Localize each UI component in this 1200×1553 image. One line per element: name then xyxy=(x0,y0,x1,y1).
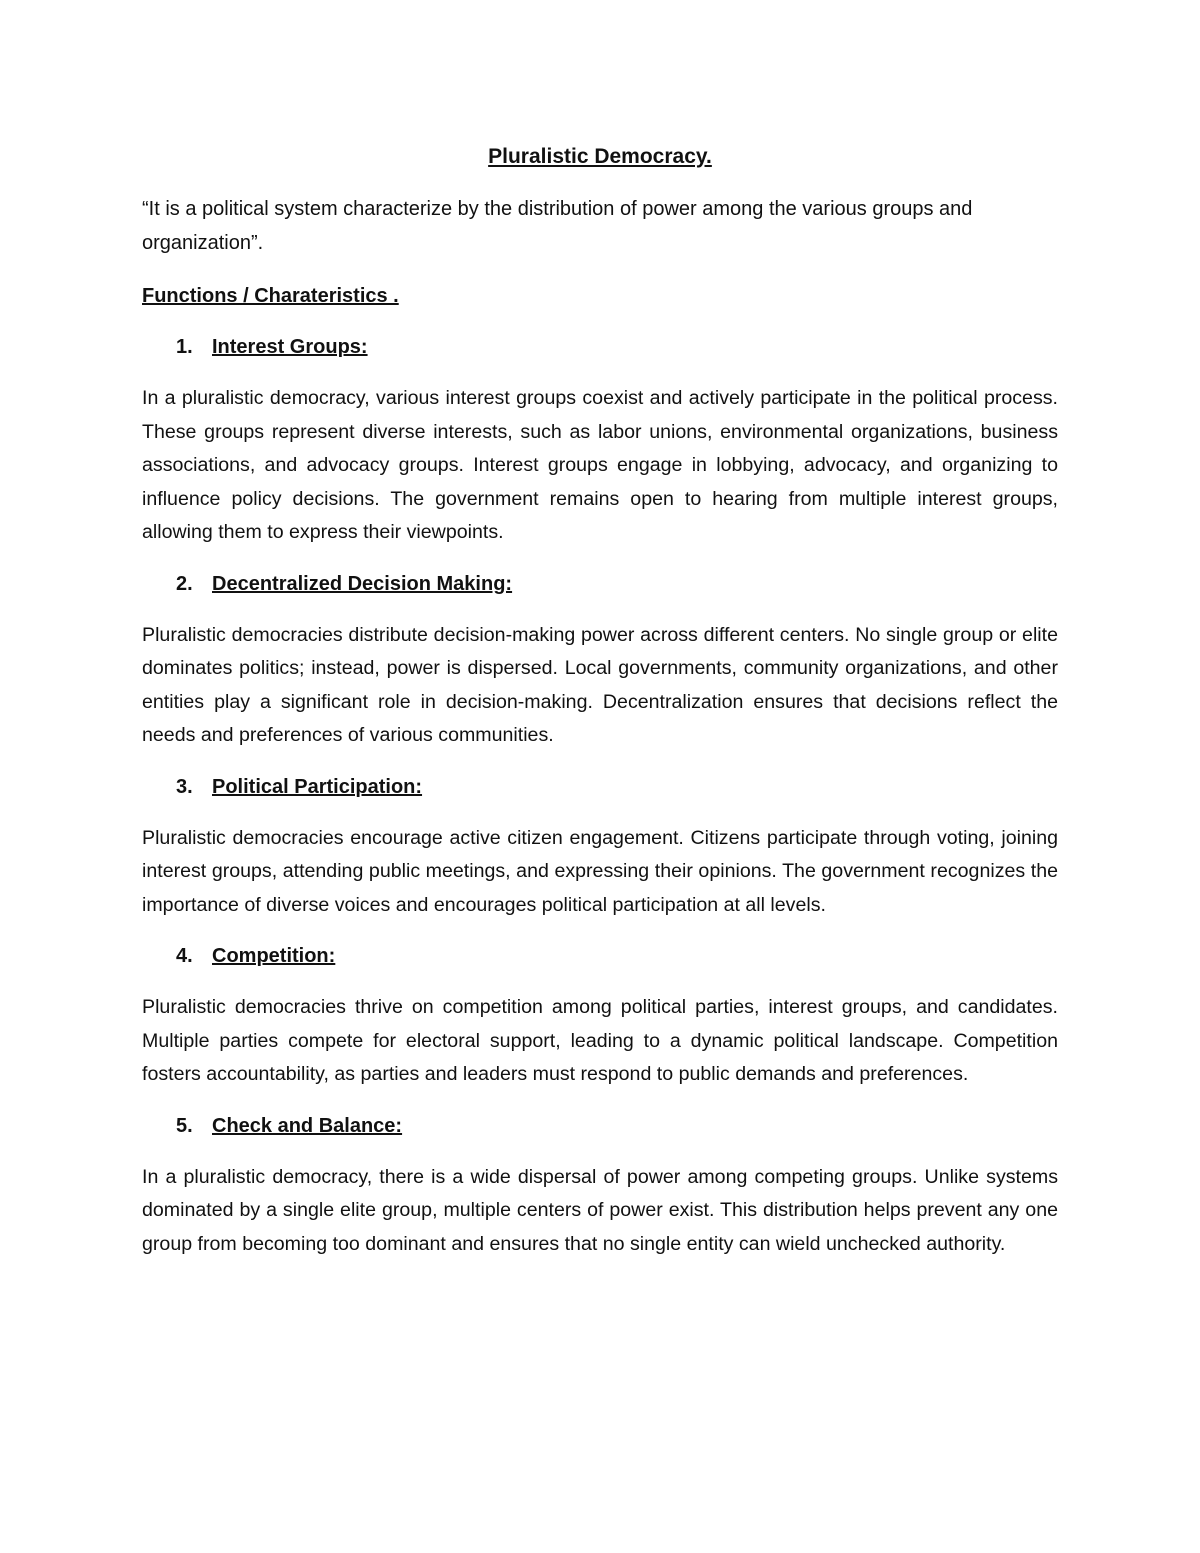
item-body: Pluralistic democracies encourage active citizen engagement. Citizens participate through voting, joining interest groups, attending public meetings, and expressing their opinions. The government recognizes the importance of diverse voices and encourages political participation at all levels. xyxy=(142,826,1058,916)
item-body: In a pluralistic democracy, various interest groups coexist and actively participate in the political process. These groups represent diverse interests, such as labor unions, environmental organizations, business associations, and advocacy groups. Interest groups engage in lobbying, advocacy, and organizing to influence policy decisions. The government remains open to hearing from multiple interest groups, allowing them to express their viewpoints. xyxy=(142,387,1058,543)
item-number: 4. xyxy=(176,945,193,967)
item-heading xyxy=(142,1110,1058,1143)
list-item-political-participation xyxy=(142,771,1058,923)
item-heading xyxy=(142,331,1058,364)
document-title: Pluralistic Democracy. xyxy=(488,145,712,168)
item-title: Decentralized Decision Making: xyxy=(212,572,513,595)
item-number: 1. xyxy=(176,336,193,358)
section-heading: Functions / Charateristics . xyxy=(142,285,399,307)
item-title: Political Participation: xyxy=(212,775,423,798)
item-heading xyxy=(142,568,1058,601)
document-page xyxy=(142,140,1058,1279)
list-item-interest-groups xyxy=(142,331,1058,550)
item-heading xyxy=(142,771,1058,804)
item-title: Competition: xyxy=(212,945,336,967)
item-heading xyxy=(142,940,1058,973)
definition-paragraph: “It is a political system characterize by the distribution of power among the various groups and organization”. xyxy=(142,198,973,254)
item-body: Pluralistic democracies thrive on competition among political parties, interest groups, and candidates. Multiple parties compete for electoral support, leading to a dynamic political landscape. Competition fosters accountability, as parties and leaders must respond to public demands and preferences. xyxy=(142,996,1058,1085)
item-number: 2. xyxy=(176,572,193,595)
item-title: Interest Groups: xyxy=(212,336,368,358)
item-number: 5. xyxy=(176,1114,193,1137)
list-item-check-and-balance xyxy=(142,1110,1058,1262)
item-number: 3. xyxy=(176,775,193,798)
list-item-decentralized-decision-making xyxy=(142,568,1058,753)
item-body: Pluralistic democracies distribute decision-making power across different centers. No single group or elite dominates politics; instead, power is dispersed. Local governments, community organizations, and other entities play a significant role in decision-making. Decentralization ensures that decisions reflect the needs and preferences of various communities. xyxy=(142,623,1058,746)
list-item-competition xyxy=(142,940,1058,1092)
item-body: In a pluralistic democracy, there is a wide dispersal of power among competing groups. Unlike systems dominated by a single elite group, multiple centers of power exist. This distribution helps prevent any one group from becoming too dominant and ensures that no single entity can wield unchecked authority. xyxy=(142,1165,1058,1255)
item-title: Check and Balance: xyxy=(212,1114,403,1137)
